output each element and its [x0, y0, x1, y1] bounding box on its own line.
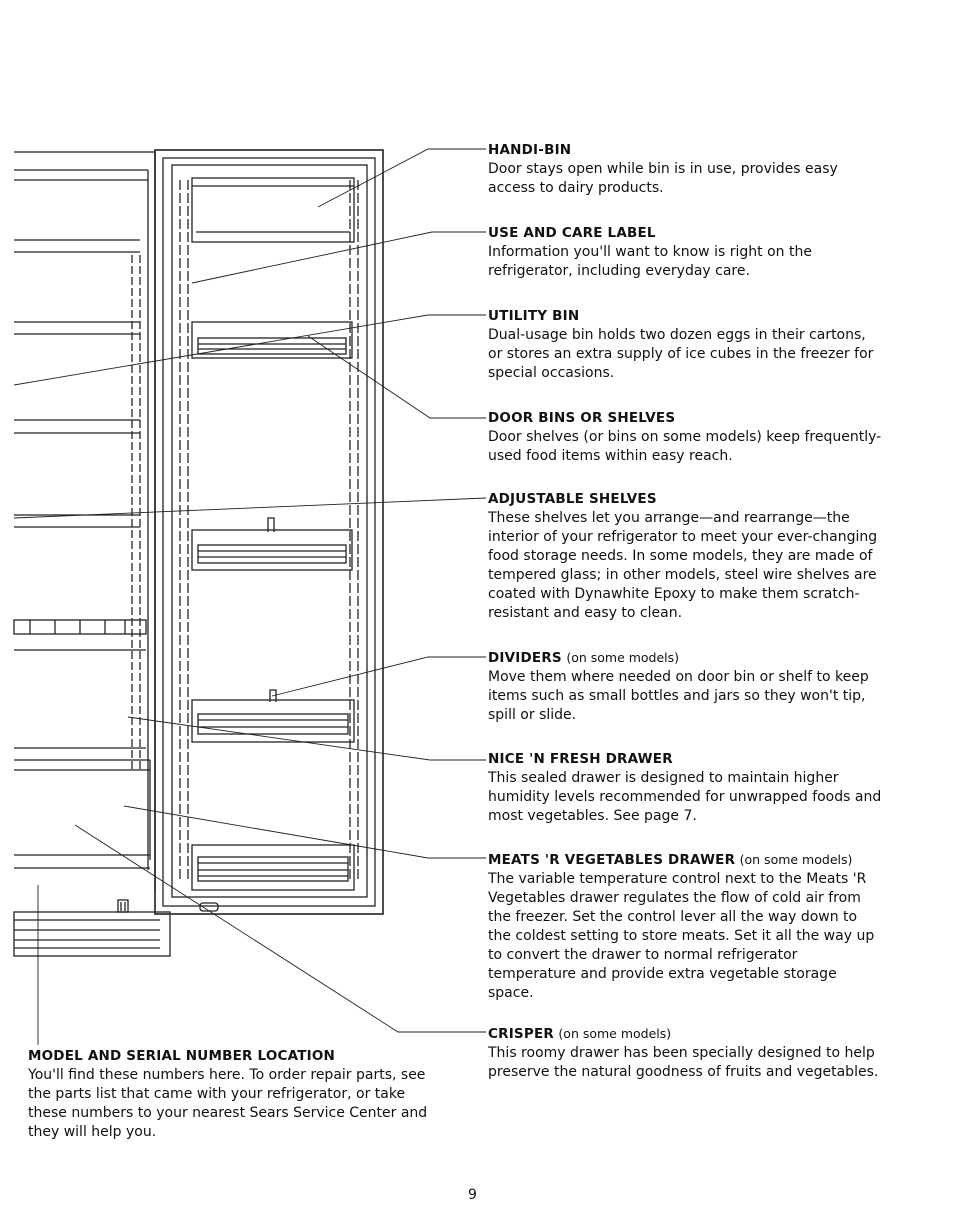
callout-title: DIVIDERS	[488, 650, 562, 666]
callout-text: Door shelves (or bins on some models) keep frequently-used food items within easy reach.	[488, 429, 882, 464]
leader-door-bins	[308, 336, 486, 418]
callout-dividers	[488, 648, 883, 725]
leader-use-care-label	[192, 232, 486, 283]
callout-handi-bin	[488, 141, 883, 198]
callout-utility-bin	[488, 307, 883, 383]
callout-adjustable-shelves	[488, 490, 883, 623]
callout-text: These shelves let you arrange—and rearrange—the interior of your refrigerator to meet your ever-changing food storage needs. In some models, they are made of tempered glass; in other models, steel wire shelves are coated with Dynawhite Epoxy to make them scratch-resistant and easy to clean.	[488, 510, 878, 621]
callout-text: This sealed drawer is designed to maintain higher humidity levels recommended for unwrapped foods and most vegetables. See page 7.	[488, 770, 882, 824]
callout-text: This roomy drawer has been specially designed to help preserve the natural goodness of fruits and vegetables.	[488, 1045, 879, 1080]
callout-meats-r-vegetables	[488, 850, 883, 1003]
leader-lines	[14, 149, 486, 1045]
callout-title: HANDI-BIN	[488, 142, 572, 158]
model-serial-text: You'll find these numbers here. To order repair parts, see the parts list that came with your refrigerator, or take these numbers to your nearest Sears Service Center and they will help you.	[28, 1067, 428, 1140]
leader-dividers	[272, 657, 486, 696]
callout-text: Move them where needed on door bin or shelf to keep items such as small bottles and jars so they won't tip, spill or slide.	[488, 669, 869, 723]
callout-title: USE AND CARE LABEL	[488, 225, 656, 241]
callout-text: Door stays open while bin is in use, provides easy access to dairy products.	[488, 161, 838, 196]
callout-title: MEATS 'R VEGETABLES DRAWER	[488, 852, 736, 868]
refrigerator-door	[155, 150, 383, 914]
callout-use-care-label	[488, 224, 883, 281]
callout-door-bins	[488, 409, 883, 466]
callout-note: (on some models)	[566, 650, 680, 665]
callout-text: The variable temperature control next to the Meats 'R Vegetables drawer regulates the flow of cold air from the freezer. Set the control lever all the way down to the coldest setting to store meats. Set it all the way up to convert the drawer to normal refrigerator temperature and provide extra vegetable storage space.	[488, 871, 875, 1001]
model-serial-location-block	[28, 1047, 428, 1142]
leader-nice-n-fresh	[128, 717, 486, 760]
callout-crisper	[488, 1024, 883, 1082]
callout-title: NICE 'N FRESH DRAWER	[488, 751, 673, 767]
callout-note: (on some models)	[739, 852, 853, 867]
leader-utility-bin	[14, 315, 486, 385]
callout-note: (on some models)	[558, 1026, 672, 1041]
callout-title: DOOR BINS OR SHELVES	[488, 410, 676, 426]
callout-title: UTILITY BIN	[488, 308, 580, 324]
callout-title: ADJUSTABLE SHELVES	[488, 491, 657, 507]
callout-text: Dual-usage bin holds two dozen eggs in their cartons, or stores an extra supply of ice cubes in the freezer for special occasions.	[488, 327, 874, 381]
leader-adjustable-shelves	[14, 498, 486, 518]
callout-nice-n-fresh	[488, 750, 883, 826]
leader-meats-r-vegetables	[124, 806, 486, 858]
model-serial-title: MODEL AND SERIAL NUMBER LOCATION	[28, 1048, 336, 1064]
callout-text: Information you'll want to know is right on the refrigerator, including everyday care.	[488, 244, 812, 279]
callout-title: CRISPER	[488, 1026, 554, 1042]
leader-crisper	[75, 825, 486, 1032]
page-number: 9	[468, 1187, 477, 1203]
